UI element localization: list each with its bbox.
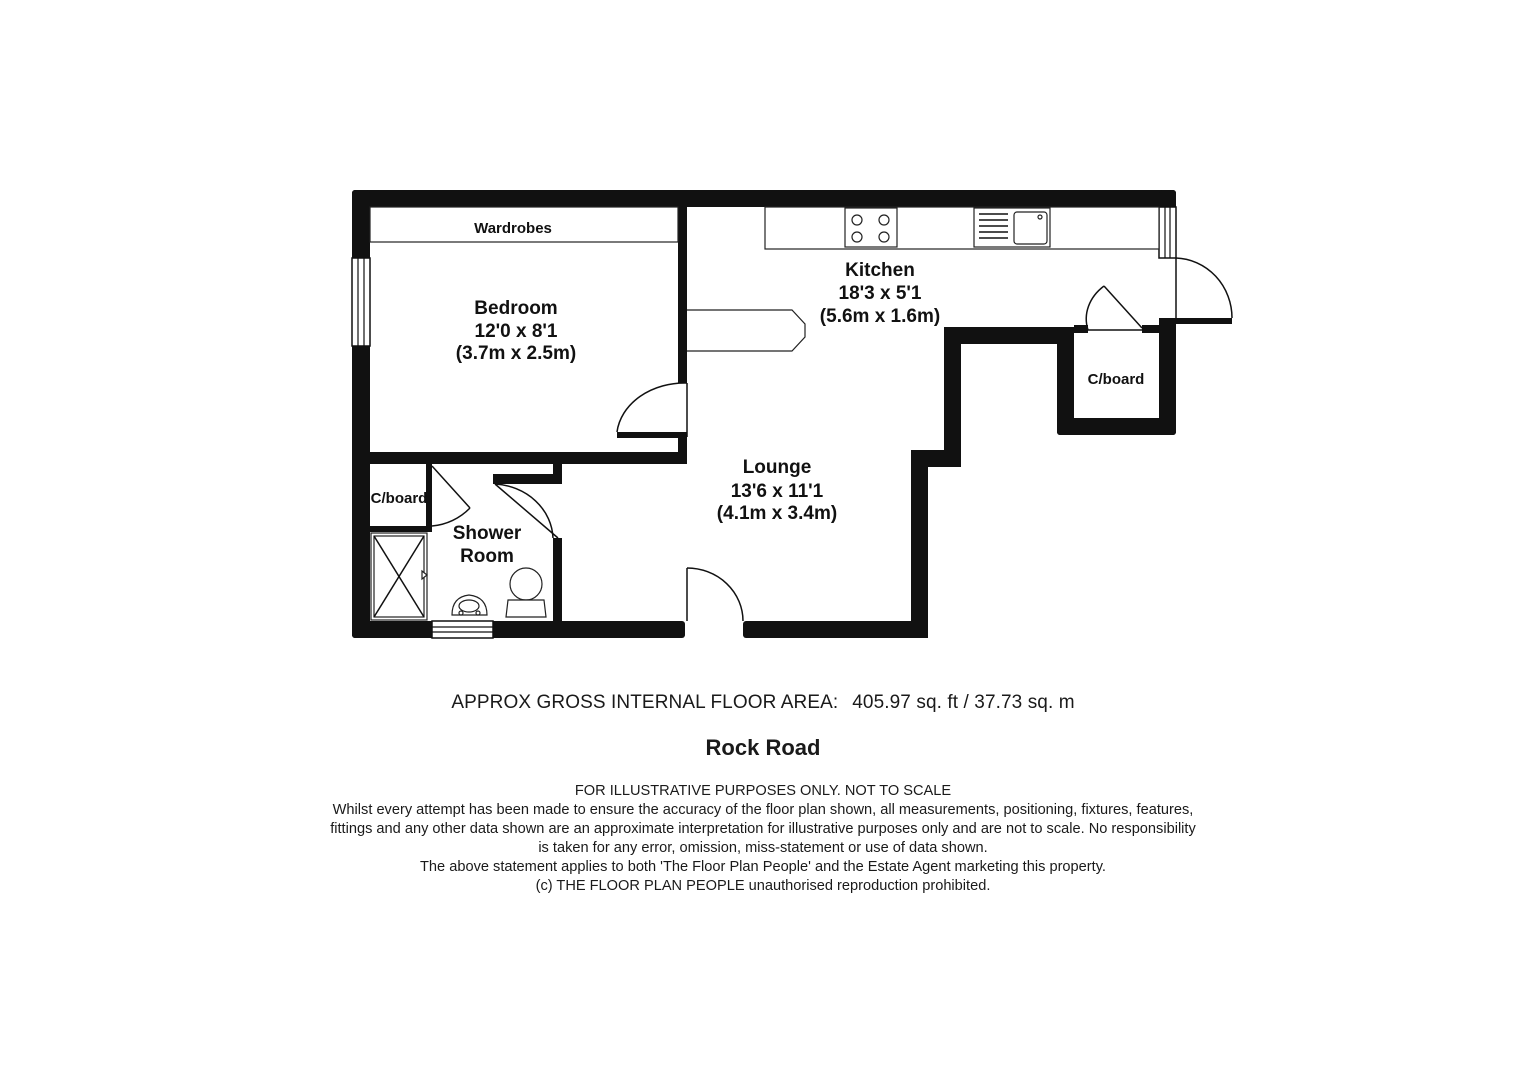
bedroom-name: Bedroom — [474, 298, 558, 319]
kitchen-worktop — [765, 207, 1159, 249]
shower-room-name-line1: Shower — [452, 523, 522, 544]
exterior-walls — [352, 190, 1232, 638]
wash-basin — [452, 595, 487, 615]
lounge-dimensions-metric: (4.1m x 3.4m) — [716, 503, 838, 524]
interior-walls — [370, 207, 1159, 638]
bedroom-dimensions-metric: (3.7m x 2.5m) — [455, 343, 577, 364]
cupboard-left-label: C/board — [370, 490, 428, 507]
floor-area-label: APPROX GROSS INTERNAL FLOOR AREA: — [451, 692, 839, 713]
lounge-dimensions-imperial: 13'6 x 11'1 — [730, 481, 824, 502]
kitchen-dimensions-metric: (5.6m x 1.6m) — [819, 306, 941, 327]
windows — [352, 207, 1176, 638]
disclaimer-line: fittings and any other data shown are an approximate interpretation for illustrative purposes only and are not to scale. No responsibility — [330, 821, 1196, 837]
bedroom-dimensions-imperial: 12'0 x 8'1 — [474, 321, 558, 342]
shower-tray — [371, 533, 427, 620]
disclaimer — [0, 782, 1526, 896]
chimney-breast — [687, 310, 805, 351]
kitchen-dimensions-imperial: 18'3 x 5'1 — [838, 283, 922, 304]
wardrobes-label: Wardrobes — [474, 220, 552, 237]
disclaimer-line: The above statement applies to both 'The Floor Plan People' and the Estate Agent marketing this property. — [420, 859, 1106, 875]
floor-area-value: 405.97 sq. ft / 37.73 sq. m — [852, 692, 1075, 713]
lounge-name: Lounge — [742, 457, 812, 478]
disclaimer-line: (c) THE FLOOR PLAN PEOPLE unauthorised reproduction prohibited. — [535, 878, 991, 894]
shower-room-name-line2: Room — [460, 546, 514, 567]
disclaimer-line: FOR ILLUSTRATIVE PURPOSES ONLY. NOT TO SCALE — [574, 783, 952, 799]
kitchen-name: Kitchen — [845, 260, 915, 281]
disclaimer-line: Whilst every attempt has been made to ensure the accuracy of the floor plan shown, all measurements, positioning, fixtures, features, — [332, 802, 1194, 818]
toilet — [506, 568, 546, 617]
floor-area — [0, 692, 1526, 714]
cupboard-right-label: C/board — [1087, 371, 1145, 388]
property-address: Rock Road — [705, 735, 821, 760]
disclaimer-line: is taken for any error, omission, miss-statement or use of data shown. — [538, 840, 988, 856]
